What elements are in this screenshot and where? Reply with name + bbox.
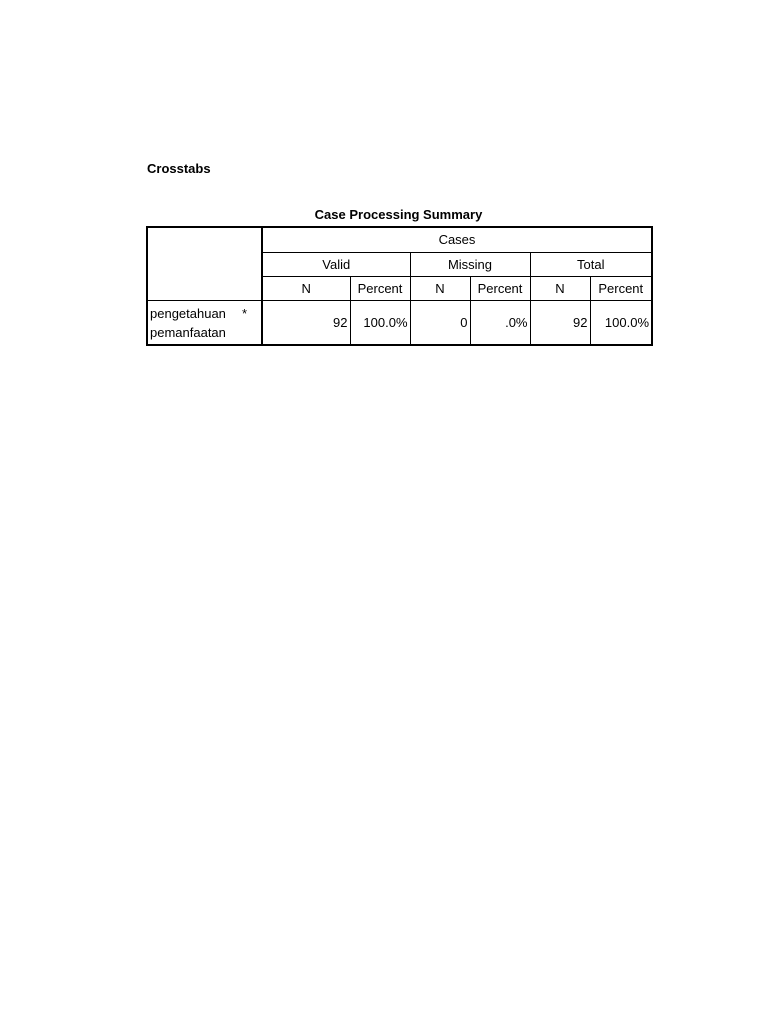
cell-missing-percent: .0% — [470, 300, 530, 345]
header-subgroup-valid: Valid — [262, 252, 410, 276]
table-corner-cell — [147, 227, 262, 300]
cell-total-n: 92 — [530, 300, 590, 345]
table-row — [147, 300, 652, 345]
case-processing-summary-table — [146, 226, 653, 346]
row-label-line1: pengetahuan — [150, 305, 226, 321]
header-col-valid-percent: Percent — [350, 276, 410, 300]
cell-total-percent: 100.0% — [590, 300, 652, 345]
table-title: Case Processing Summary — [314, 207, 483, 222]
header-subgroup-missing: Missing — [410, 252, 530, 276]
section-heading: Crosstabs — [147, 161, 211, 176]
header-col-total-n: N — [530, 276, 590, 300]
header-col-total-percent: Percent — [590, 276, 652, 300]
row-label-line2: pemanfaatan — [150, 324, 226, 340]
cell-missing-n: 0 — [410, 300, 470, 345]
header-subgroup-total: Total — [530, 252, 652, 276]
header-col-missing-n: N — [410, 276, 470, 300]
header-col-valid-n: N — [262, 276, 350, 300]
row-label — [147, 300, 262, 345]
cell-valid-n: 92 — [262, 300, 350, 345]
header-col-missing-percent: Percent — [470, 276, 530, 300]
row-label-star: * — [241, 305, 247, 321]
header-group-cases: Cases — [262, 227, 652, 252]
cell-valid-percent: 100.0% — [350, 300, 410, 345]
